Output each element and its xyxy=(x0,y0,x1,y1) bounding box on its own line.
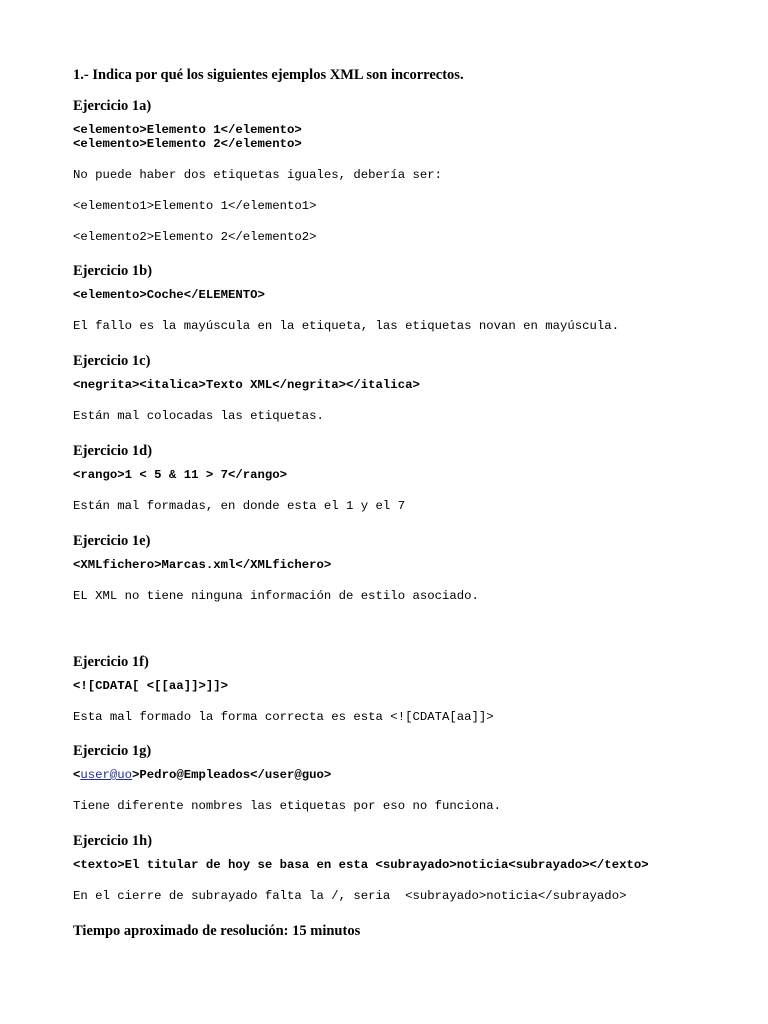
page-heading: 1.- Indica por qué los siguientes ejemplos XML son incorrectos. xyxy=(73,67,464,83)
resolution-time-footer: Tiempo aproximado de resolución: 15 minutos xyxy=(73,923,361,939)
exercise-1d-title: Ejercicio 1d) xyxy=(73,443,153,459)
exercise-1h-title: Ejercicio 1h) xyxy=(73,833,153,849)
exercise-1d-answer: Están mal formadas, en donde esta el 1 y el 7 xyxy=(73,499,406,513)
exercise-1h-code: <texto>El titular de hoy se basa en esta <subrayado>noticia<subrayado></texto> xyxy=(73,858,649,872)
exercise-1g-answer: Tiene diferente nombres las etiquetas por eso no funciona. xyxy=(73,799,502,813)
exercise-1g-code-suffix: >Pedro@Empleados</user@guo> xyxy=(132,768,332,782)
exercise-1e-code: <XMLfichero>Marcas.xml</XMLfichero> xyxy=(73,558,332,572)
exercise-1g-title: Ejercicio 1g) xyxy=(73,743,152,759)
exercise-1e-title: Ejercicio 1e) xyxy=(73,533,151,549)
exercise-1f-code: <![CDATA[ <[[aa]]>]]> xyxy=(73,679,228,693)
exercise-1a-answer-line-3: <elemento2>Elemento 2</elemento2> xyxy=(73,230,317,244)
exercise-1g-code xyxy=(73,768,331,783)
exercise-1f-title: Ejercicio 1f) xyxy=(73,654,149,670)
exercise-1a-title: Ejercicio 1a) xyxy=(73,98,152,114)
exercise-1a-code-line-2: <elemento>Elemento 2</elemento> xyxy=(73,137,302,151)
exercise-1d-code: <rango>1 < 5 & 11 > 7</rango> xyxy=(73,468,288,482)
exercise-1a-answer-line-1: No puede haber dos etiquetas iguales, debería ser: xyxy=(73,168,442,182)
exercise-1b-code: <elemento>Coche</ELEMENTO> xyxy=(73,288,265,302)
exercise-1c-answer: Están mal colocadas las etiquetas. xyxy=(73,409,324,423)
exercise-1g-code-prefix: < xyxy=(73,768,81,782)
exercise-1e-answer: EL XML no tiene ninguna información de estilo asociado. xyxy=(73,589,479,603)
email-link[interactable]: user@uo xyxy=(80,768,133,782)
exercise-1a-answer-line-2: <elemento1>Elemento 1</elemento1> xyxy=(73,199,317,213)
exercise-1b-answer: El fallo es la mayúscula en la etiqueta, las etiquetas novan en mayúscula. xyxy=(73,319,620,333)
exercise-1b-title: Ejercicio 1b) xyxy=(73,263,153,279)
exercise-1a-code-line-1: <elemento>Elemento 1</elemento> xyxy=(73,123,302,137)
exercise-1c-code: <negrita><italica>Texto XML</negrita></italica> xyxy=(73,378,420,392)
exercise-1f-answer: Esta mal formado la forma correcta es esta <![CDATA[aa]]> xyxy=(73,710,494,724)
exercise-1h-answer: En el cierre de subrayado falta la /, seria <subrayado>noticia</subrayado> xyxy=(73,889,627,903)
exercise-1c-title: Ejercicio 1c) xyxy=(73,353,151,369)
